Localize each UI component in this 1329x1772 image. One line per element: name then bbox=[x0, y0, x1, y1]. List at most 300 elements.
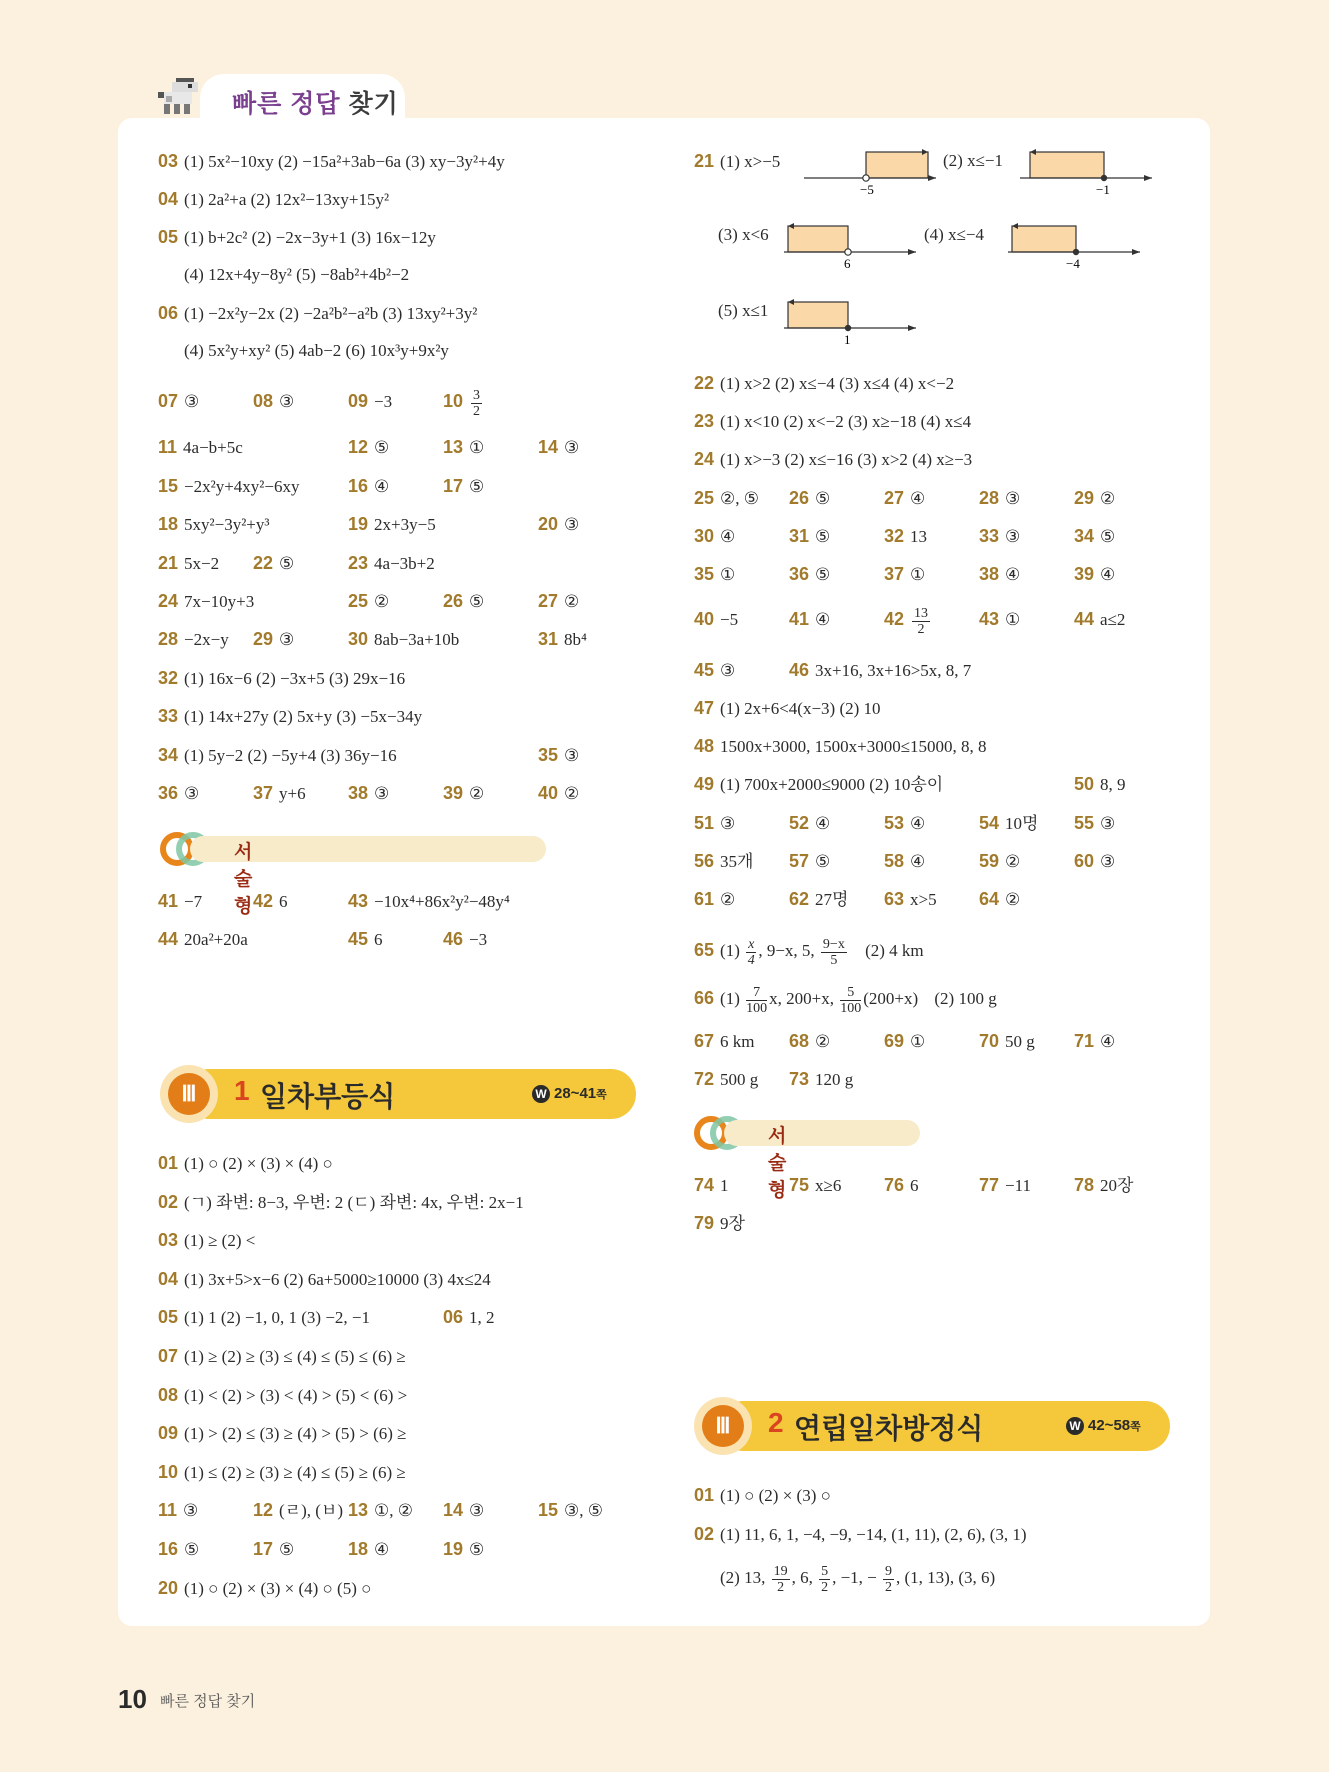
question-number: 15 bbox=[158, 475, 179, 496]
question-number: 40 bbox=[538, 783, 559, 803]
answer-value: (1) 14x+27y (2) 5x+y (3) −5x−34y bbox=[184, 707, 423, 727]
question-number: 69 bbox=[884, 1031, 905, 1051]
answer-value: 120 g bbox=[815, 1070, 854, 1089]
answer-item bbox=[789, 808, 830, 838]
question-number: 06 bbox=[443, 1307, 464, 1328]
answer-value: (1) < (2) > (3) < (4) > (5) < (6) > bbox=[184, 1385, 408, 1405]
answer-row: (4) 12x+4y−8y² (5) −8ab²+4b²−2 bbox=[184, 265, 410, 284]
answer-value: ④ bbox=[815, 610, 831, 629]
answer-item bbox=[789, 483, 830, 513]
answer-item bbox=[1074, 769, 1126, 799]
section-number: 1 bbox=[234, 1075, 250, 1106]
answer-item bbox=[694, 1519, 1027, 1549]
answer-value: ④ bbox=[374, 1540, 390, 1559]
question-number: 51 bbox=[694, 813, 715, 833]
question-66: 66 (1) $\frac{7}{100}$ x, 200+x, $\frac{5}{100}$ (200+x) (2) 100 g bbox=[694, 984, 997, 1016]
answer-item bbox=[158, 586, 254, 616]
question-number: 44 bbox=[158, 929, 179, 949]
answer-item bbox=[979, 1026, 1035, 1056]
answer-item bbox=[158, 1302, 370, 1332]
answer-item bbox=[348, 432, 389, 462]
answer-value: ① bbox=[1005, 610, 1021, 629]
question-number: 12 bbox=[253, 1500, 274, 1521]
answer-item bbox=[158, 701, 422, 731]
answer-value: 13 bbox=[910, 527, 928, 546]
answer-item bbox=[694, 655, 735, 685]
answer-value: −7 bbox=[184, 892, 203, 911]
question-number: 28 bbox=[979, 488, 1000, 508]
question-number: 11 bbox=[158, 437, 178, 458]
answer-item bbox=[979, 884, 1020, 914]
answer-item bbox=[538, 778, 579, 808]
question-number: 38 bbox=[348, 783, 369, 803]
question-number: 59 bbox=[979, 851, 1000, 871]
question-number: 13 bbox=[443, 437, 464, 458]
question-number: 35 bbox=[538, 744, 559, 765]
question-number: 10 bbox=[443, 391, 464, 411]
question-number: 20 bbox=[158, 1577, 179, 1598]
answer-item bbox=[348, 886, 510, 916]
answer-item bbox=[694, 444, 972, 474]
answer-item bbox=[789, 521, 830, 551]
answer-item bbox=[979, 846, 1020, 876]
answer-item bbox=[158, 886, 202, 916]
answer-value: (1) x<10 (2) x<−2 (3) x≥−18 (4) x≤4 bbox=[720, 412, 972, 431]
answer-item bbox=[348, 778, 389, 808]
answer-value: ⑤ bbox=[279, 553, 295, 573]
answer-item bbox=[253, 1495, 343, 1525]
answer-value: ⑤ bbox=[815, 527, 831, 546]
answer-item bbox=[443, 1534, 484, 1564]
answer-value: −11 bbox=[1005, 1176, 1031, 1195]
answer-item bbox=[158, 1457, 406, 1487]
question-number: 68 bbox=[789, 1031, 810, 1051]
answer-value: ⑤ bbox=[1100, 527, 1116, 546]
answer-value: (ㄹ), (ㅂ) bbox=[279, 1501, 344, 1521]
answer-value: (1) 3x+5>x−6 (2) 6a+5000≥10000 (3) 4x≤24 bbox=[184, 1269, 491, 1289]
tick-label: −1 bbox=[1096, 182, 1110, 197]
answer-item bbox=[158, 1573, 371, 1603]
answer-value: 8ab−3a+10b bbox=[374, 630, 460, 650]
answer-value: (1) 11, 6, 1, −4, −9, −14, (1, 11), (2, 6), (3, 1) bbox=[720, 1525, 1027, 1544]
answer-value: ②, ⑤ bbox=[720, 489, 760, 508]
question-number: 33 bbox=[979, 526, 1000, 546]
answer-value: ③ bbox=[564, 745, 580, 765]
answer-item bbox=[158, 663, 405, 693]
answer-value: 5xy²−3y²+y³ bbox=[184, 515, 270, 535]
answer-item bbox=[538, 509, 579, 539]
question-number: 29 bbox=[1074, 488, 1095, 508]
answer-value: 1500x+3000, 1500x+3000≤15000, 8, 8 bbox=[720, 737, 987, 756]
answer-value: −2x²y+4xy²−6xy bbox=[184, 476, 300, 496]
number-line-1 bbox=[800, 148, 940, 198]
answer-value: ③ bbox=[564, 515, 580, 535]
answer-value: (1) 1 (2) −1, 0, 1 (3) −2, −1 bbox=[184, 1308, 371, 1328]
answer-item bbox=[538, 624, 587, 654]
answer-value: ④ bbox=[910, 814, 926, 833]
answer-value: ① bbox=[469, 438, 485, 458]
question-number: 53 bbox=[884, 813, 905, 833]
answer-item bbox=[443, 471, 484, 501]
answer-value: 3x+16, 3x+16>5x, 8, 7 bbox=[815, 661, 972, 680]
answer-value: a≤2 bbox=[1100, 610, 1126, 629]
answer-row: 05 (1) b+2c² (2) −2x−3y+1 (3) 16x−12y bbox=[158, 227, 436, 247]
page-title: 빠른 정답 찾기 bbox=[232, 90, 399, 118]
tick-label: −4 bbox=[1066, 256, 1080, 271]
question-number: 78 bbox=[1074, 1175, 1095, 1195]
question-number: 20 bbox=[538, 514, 559, 535]
answer-value: 6 bbox=[910, 1176, 919, 1195]
question-number: 71 bbox=[1074, 1031, 1095, 1051]
answer-item bbox=[789, 655, 971, 685]
answer-value: (1) x>−3 (2) x≤−16 (3) x>2 (4) x≥−3 bbox=[720, 450, 973, 469]
answer-item bbox=[789, 604, 830, 634]
question-number: 72 bbox=[694, 1069, 715, 1089]
question-number: 22 bbox=[694, 373, 715, 393]
answer-value: ② bbox=[1005, 890, 1021, 909]
answer-item bbox=[348, 548, 435, 578]
question-number: 76 bbox=[884, 1175, 905, 1195]
answer-value: ⑤ bbox=[469, 476, 485, 496]
question-number: 42 bbox=[253, 891, 274, 911]
question-number: 10 bbox=[158, 1461, 179, 1482]
answer-value: (1) 5y−2 (2) −5y+4 (3) 36y−16 bbox=[184, 745, 397, 765]
question-number: 23 bbox=[348, 552, 369, 573]
question-number: 33 bbox=[158, 706, 179, 727]
answer-item bbox=[538, 740, 579, 770]
number-line-2 bbox=[1016, 148, 1156, 198]
question-number: 45 bbox=[348, 929, 369, 949]
question-number: 46 bbox=[443, 929, 464, 949]
answer-item bbox=[789, 1064, 853, 1094]
tick-label: 6 bbox=[844, 256, 851, 271]
question-number: 02 bbox=[158, 1191, 179, 1212]
answer-value: 4a−3b+2 bbox=[374, 553, 435, 573]
answer-item bbox=[253, 886, 288, 916]
answer-item bbox=[538, 1495, 603, 1525]
answer-value: ② bbox=[469, 784, 485, 803]
number-line-4 bbox=[1004, 222, 1144, 272]
answer-item bbox=[884, 884, 937, 914]
question-65: 65 (1) $\frac{x}{4}$ , 9−x, 5, $\frac{9-x}{5}$ (2) 4 km bbox=[694, 936, 924, 968]
answer-row: 03 (1) 5x²−10xy (2) −15a²+3ab−6a (3) xy−3y²+4y bbox=[158, 151, 505, 171]
question-number: 01 bbox=[694, 1485, 715, 1505]
question-number: 73 bbox=[789, 1069, 810, 1089]
answer-item bbox=[884, 559, 925, 589]
answer-item bbox=[348, 1495, 413, 1525]
answer-value: ①, ② bbox=[374, 1501, 414, 1521]
answer-value: ② bbox=[1100, 489, 1116, 508]
answer-item bbox=[158, 1380, 407, 1410]
answer-value: 1, 2 bbox=[469, 1308, 495, 1328]
answer-item bbox=[884, 483, 925, 513]
answer-item bbox=[884, 846, 925, 876]
section-header-1 bbox=[160, 1065, 636, 1123]
answer-item bbox=[348, 509, 436, 539]
answer-value: (1) > (2) ≤ (3) ≥ (4) > (5) > (6) ≥ bbox=[184, 1424, 407, 1444]
answer-item bbox=[694, 1480, 831, 1510]
answer-item bbox=[694, 604, 738, 634]
question-number: 08 bbox=[253, 391, 274, 411]
question-number: 30 bbox=[694, 526, 715, 546]
answer-value: ③ bbox=[279, 392, 295, 411]
answer-value: −3 bbox=[374, 392, 393, 411]
answer-value: ③ bbox=[564, 438, 580, 458]
answer-item bbox=[538, 432, 579, 462]
answer-item bbox=[979, 604, 1020, 634]
question-number: 52 bbox=[789, 813, 810, 833]
answer-value: ④ bbox=[1100, 1032, 1116, 1051]
answer-item bbox=[694, 769, 943, 799]
answer-item bbox=[694, 1170, 729, 1200]
answer-value: ③ bbox=[1100, 852, 1116, 871]
question-number: 22 bbox=[253, 552, 274, 573]
question-number: 38 bbox=[979, 564, 1000, 584]
question-number: 23 bbox=[694, 411, 715, 431]
question-number: 70 bbox=[979, 1031, 1000, 1051]
answer-item bbox=[348, 624, 459, 654]
answer-item bbox=[158, 1534, 199, 1564]
answer-value: ⑤ bbox=[469, 592, 485, 611]
question-number: 56 bbox=[694, 851, 715, 871]
question-number: 60 bbox=[1074, 851, 1095, 871]
question-number: 08 bbox=[158, 1384, 179, 1405]
answer-item bbox=[789, 1026, 830, 1056]
tick-label: 1 bbox=[844, 332, 851, 347]
horse-mascot-icon bbox=[158, 74, 202, 118]
answer-item bbox=[443, 586, 484, 616]
answer-item bbox=[1074, 604, 1125, 634]
question-number: 50 bbox=[1074, 774, 1095, 794]
answer-item bbox=[158, 624, 229, 654]
question-number: 44 bbox=[1074, 609, 1095, 629]
answer-item bbox=[694, 846, 753, 876]
answer-item bbox=[348, 1534, 389, 1564]
question-number: 24 bbox=[158, 591, 179, 611]
question-number: 32 bbox=[884, 526, 905, 546]
question-number: 61 bbox=[694, 889, 715, 909]
answer-item bbox=[158, 1148, 333, 1178]
answer-item bbox=[884, 521, 927, 551]
answer-value: ③ bbox=[1005, 527, 1021, 546]
question-number: 03 bbox=[158, 1230, 179, 1251]
question-number: 41 bbox=[158, 891, 179, 911]
question-number: 18 bbox=[348, 1539, 369, 1559]
number-line-5 bbox=[780, 298, 920, 348]
answer-item bbox=[694, 884, 735, 914]
answer-row: (4) 5x²y+xy² (5) 4ab−2 (6) 10x³y+9x²y bbox=[184, 341, 449, 360]
answer-value: (1) 16x−6 (2) −3x+5 (3) 29x−16 bbox=[184, 668, 406, 688]
question-number: 07 bbox=[158, 1346, 179, 1366]
answer-item bbox=[884, 808, 925, 838]
question-number: 29 bbox=[253, 629, 274, 650]
question-number: 19 bbox=[348, 514, 369, 535]
answer-value: −10x⁴+86x²y²−48y⁴ bbox=[374, 892, 510, 911]
answer-value: (1) ≥ (2) < bbox=[184, 1231, 256, 1251]
answer-item bbox=[348, 924, 383, 954]
answer-value: ② bbox=[374, 592, 390, 611]
answer-item bbox=[694, 1026, 755, 1056]
question-number: 63 bbox=[884, 889, 905, 909]
question-number: 17 bbox=[443, 475, 464, 496]
question-number: 16 bbox=[348, 475, 369, 496]
answer-value: ③ bbox=[469, 1501, 485, 1521]
answer-item bbox=[348, 386, 392, 416]
answer-item bbox=[1074, 521, 1115, 551]
answer-item bbox=[443, 1495, 484, 1525]
answer-item bbox=[1074, 1026, 1115, 1056]
answer-value: (1) ○ (2) × (3) × (4) ○ bbox=[184, 1154, 333, 1173]
section-header-2 bbox=[694, 1397, 1170, 1455]
answer-item bbox=[694, 808, 735, 838]
section-page-ref: W 42~58쪽 bbox=[1066, 1417, 1141, 1435]
tick-label: −5 bbox=[860, 182, 874, 197]
question-number: 12 bbox=[348, 437, 369, 458]
answer-fraction: $\frac{13}{2}$ bbox=[914, 605, 929, 637]
answer-item bbox=[1074, 1170, 1133, 1200]
roman-badge: Ⅲ bbox=[702, 1405, 744, 1447]
question-number: 74 bbox=[694, 1175, 715, 1195]
answer-value: ④ bbox=[1005, 565, 1021, 584]
answer-item bbox=[694, 731, 987, 761]
answer-value: 6 km bbox=[720, 1032, 755, 1051]
section-name: 연립일차방정식 bbox=[794, 1413, 984, 1444]
answer-item bbox=[979, 808, 1038, 838]
question-number: 58 bbox=[884, 851, 905, 871]
question-number: 67 bbox=[694, 1031, 715, 1051]
answer-item bbox=[1074, 846, 1115, 876]
answer-value: 50 g bbox=[1005, 1032, 1035, 1051]
answer-value: −3 bbox=[469, 930, 488, 949]
question-number: 42 bbox=[884, 609, 905, 629]
essay-label: 서술형 bbox=[768, 1126, 787, 1201]
answer-item bbox=[694, 521, 735, 551]
answer-value: (1) x>2 (2) x≤−4 (3) x≤4 (4) x<−2 bbox=[720, 374, 955, 393]
answer-value: (1) 700x+2000≤9000 (2) 10송이 bbox=[720, 775, 944, 794]
question-number: 31 bbox=[789, 526, 810, 546]
question-number: 16 bbox=[158, 1539, 179, 1559]
question-number: 39 bbox=[443, 783, 464, 803]
question-number: 62 bbox=[789, 889, 810, 909]
question-number: 40 bbox=[694, 609, 715, 629]
question-number: 34 bbox=[158, 744, 179, 765]
answer-item bbox=[158, 1418, 406, 1448]
question-number: 01 bbox=[158, 1153, 179, 1173]
page-number: 10 bbox=[118, 1684, 147, 1714]
answer-item bbox=[1074, 483, 1115, 513]
answer-value: 1 bbox=[720, 1176, 729, 1195]
answer-item bbox=[884, 1170, 919, 1200]
answer-row: 04 (1) 2a²+a (2) 12x²−13xy+15y² bbox=[158, 189, 390, 209]
answer-value: 8b⁴ bbox=[564, 630, 587, 650]
answer-item bbox=[789, 846, 830, 876]
answer-value: ⑤ bbox=[815, 489, 831, 508]
answer-item bbox=[694, 693, 881, 723]
answer-value: ④ bbox=[720, 527, 736, 546]
answer-item bbox=[253, 1534, 294, 1564]
answer-value: ② bbox=[564, 784, 580, 803]
answer-item bbox=[789, 1170, 841, 1200]
answer-value: ③ bbox=[720, 661, 736, 680]
question-number: 77 bbox=[979, 1175, 1000, 1195]
answer-value: 4a−b+5c bbox=[183, 438, 243, 458]
question-number: 39 bbox=[1074, 564, 1095, 584]
answer-item bbox=[979, 1170, 1031, 1200]
question-02-part2: (2) 13, $\frac{19}{2}$ , 6, $\frac{5}{2}$ , −1, − $\frac{9}{2}$ , (1, 13), (3, 6) bbox=[720, 1563, 996, 1595]
answer-item bbox=[158, 778, 199, 808]
answer-item bbox=[789, 559, 830, 589]
answer-value: ⑤ bbox=[184, 1540, 200, 1559]
question-number: 04 bbox=[158, 1268, 179, 1289]
answer-value: x>5 bbox=[910, 890, 937, 909]
answer-item bbox=[443, 778, 484, 808]
answer-value: ④ bbox=[1100, 565, 1116, 584]
question-number: 11 bbox=[158, 1500, 178, 1521]
answer-item bbox=[694, 483, 759, 513]
answer-item bbox=[348, 586, 389, 616]
question-number: 07 bbox=[158, 391, 179, 411]
question-number: 31 bbox=[538, 629, 559, 650]
w-icon: W bbox=[532, 1085, 550, 1103]
answer-value: 8, 9 bbox=[1100, 775, 1126, 794]
question-number: 09 bbox=[348, 391, 369, 411]
question-number: 64 bbox=[979, 889, 1000, 909]
answer-value: ① bbox=[910, 565, 926, 584]
answer-item bbox=[253, 778, 306, 808]
answer-item bbox=[979, 521, 1020, 551]
question-number: 47 bbox=[694, 698, 715, 718]
answer-value: 27명 bbox=[815, 890, 849, 909]
answer-item bbox=[443, 432, 484, 462]
question-number: 02 bbox=[694, 1524, 715, 1544]
answer-item bbox=[443, 924, 487, 954]
answer-fraction: $\frac{3}{2}$ bbox=[473, 387, 481, 419]
question-number: 43 bbox=[348, 891, 369, 911]
answer-item bbox=[158, 1187, 524, 1217]
answer-value: ④ bbox=[910, 489, 926, 508]
question-number: 25 bbox=[348, 591, 369, 611]
question-number: 41 bbox=[789, 609, 810, 629]
question-number: 43 bbox=[979, 609, 1000, 629]
answer-value: ② bbox=[815, 1032, 831, 1051]
question-number: 54 bbox=[979, 813, 1000, 833]
answer-value: 2x+3y−5 bbox=[374, 515, 436, 535]
answer-value: ⑤ bbox=[815, 565, 831, 584]
question-number: 14 bbox=[538, 437, 559, 458]
question-number: 24 bbox=[694, 449, 715, 469]
answer-value: (1) ≤ (2) ≥ (3) ≥ (4) ≤ (5) ≥ (6) ≥ bbox=[184, 1462, 406, 1482]
answer-item bbox=[884, 1026, 925, 1056]
answer-value: ③ bbox=[1100, 814, 1116, 833]
answer-value: 10명 bbox=[1005, 814, 1039, 833]
answer-item bbox=[158, 1225, 255, 1255]
answer-value: (1) ≥ (2) ≥ (3) ≤ (4) ≤ (5) ≤ (6) ≥ bbox=[184, 1347, 406, 1366]
question-number: 32 bbox=[158, 667, 179, 688]
answer-value: ③ bbox=[720, 814, 736, 833]
answer-item bbox=[158, 924, 248, 954]
answer-item bbox=[158, 432, 243, 462]
question-number: 27 bbox=[538, 591, 559, 611]
footer-label: 빠른 정답 찾기 bbox=[160, 1693, 256, 1710]
answer-value: 5x−2 bbox=[184, 553, 220, 573]
answer-value: 9장 bbox=[720, 1214, 745, 1233]
question-number: 46 bbox=[789, 660, 810, 680]
section-name: 일차부등식 bbox=[260, 1081, 396, 1112]
answer-item bbox=[253, 548, 294, 578]
answer-item bbox=[253, 624, 294, 654]
question-number: 48 bbox=[694, 736, 715, 756]
answer-value: ② bbox=[720, 890, 736, 909]
